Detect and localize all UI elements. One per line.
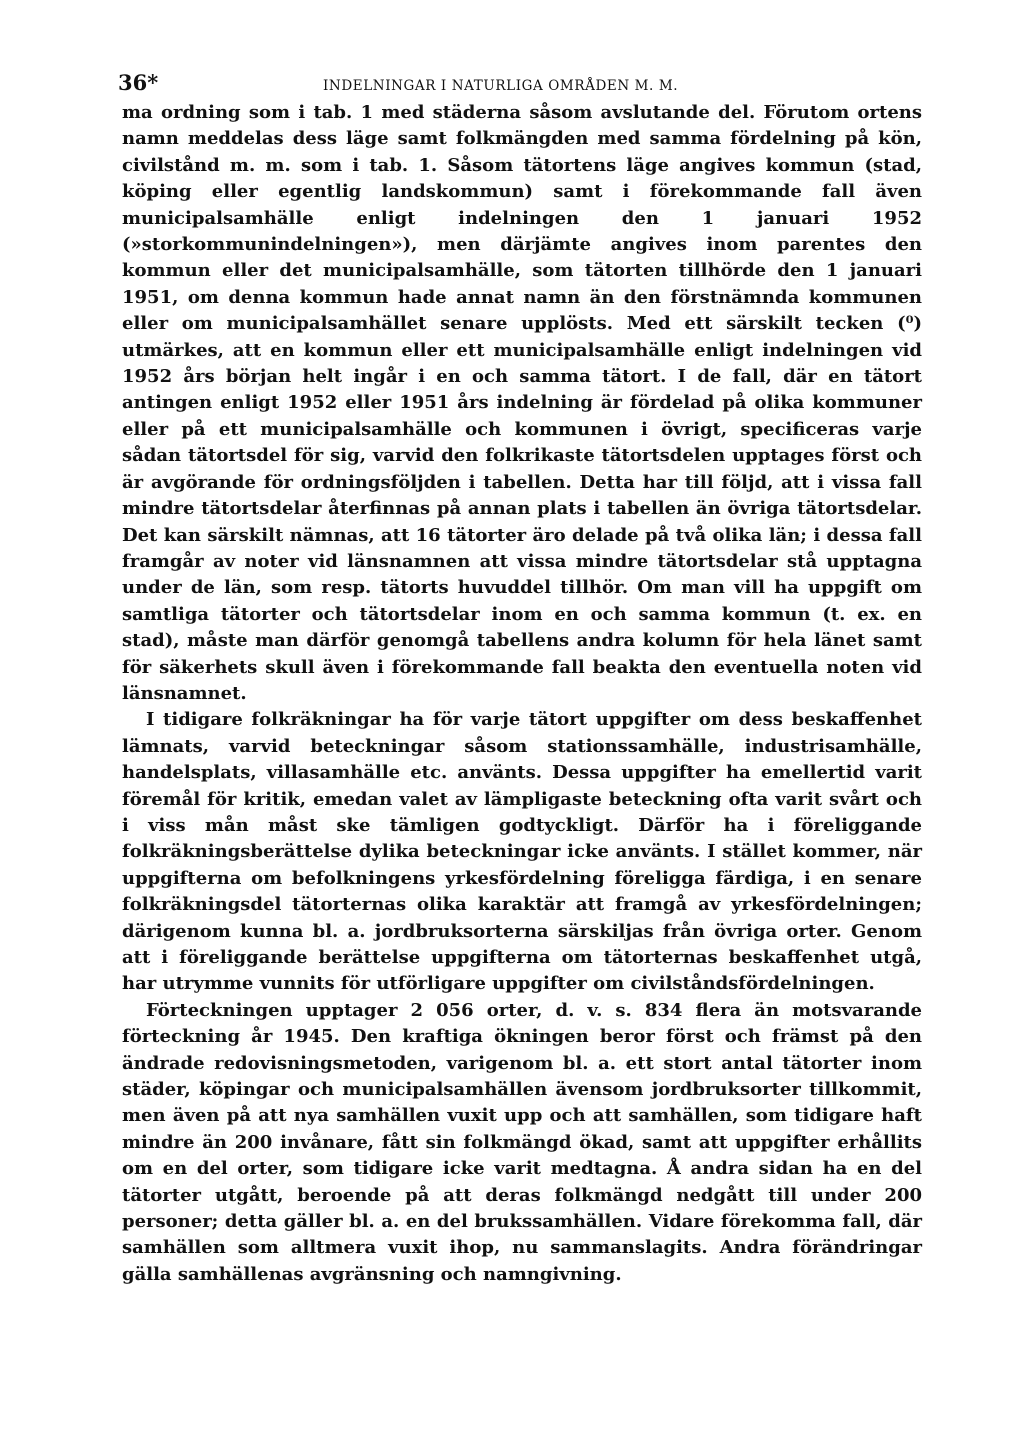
- document-page: [118, 70, 922, 1288]
- page-number: 36*: [118, 70, 159, 95]
- paragraph-list-count: Förteckningen upptager 2 056 orter, d. v. s. 834 flera än motsvarande förteckning år 1945. Den kraftiga ökningen beror först och främst på den ändrade redovisningsmetoden, varigenom bl. a. ett stort antal tätorter inom städer, köpingar och municipalsamhällen ävensom jordbruksorter tillkommit, men även på att nya samhällen vuxit upp och att samhällen, som tidigare haft mindre än 200 invånare, fått sin folkmängd ökad, samt att uppgifter erhållits om en del orter, som tidigare icke varit medtagna. Å andra sidan ha en del tätorter utgått, beroende på att deras folkmängd nedgått till under 200 personer; detta gäller bl. a. en del brukssamhällen. Vidare förekomma fall, där samhällen som alltmera vuxit ihop, nu sammanslagits. Andra förändringar gälla samhällenas avgränsning och namngivning.: [122, 999, 922, 1285]
- body-text: [122, 100, 922, 1288]
- paragraph-earlier-censuses: I tidigare folkräkningar ha för varje tätort uppgifter om dess beskaffenhet lämnats, varvid beteckningar såsom stationssamhälle, industrisamhälle, handelsplats, villasamhälle etc. använts. Dessa uppgifter ha emellertid varit föremål för kritik, emedan valet av lämpligaste beteckning ofta varit svårt och i viss mån måst ske tämligen godtyckligt. Därför ha i föreliggande folkräkningsberättelse dylika beteckningar icke använts. I stället kommer, när uppgifterna om befolkningens yrkesfördelning föreligga färdiga, i en senare folkräkningsdel tätorternas olika karaktär att framgå av yrkesfördelningen; därigenom kunna bl. a. jordbruksorterna särskiljas från övriga orter. Genom att i föreliggande berättelse uppgifterna om tätorternas beskaffenhet utgå, har utrymme vunnits för utförligare uppgifter om civilståndsfördelningen.: [122, 709, 922, 995]
- running-title: INDELNINGAR I NATURLIGA OMRÅDEN M. M.: [323, 78, 679, 94]
- running-header: [118, 70, 922, 100]
- paragraph-continuation: ma ordning som i tab. 1 med städerna såsom avslutande del. Förutom ortens namn meddelas dess läge samt folkmängden med samma fördelning på kön, civilstånd m. m. som i tab. 1. Såsom tätortens läge angives kommun (stad, köping eller egentlig landskommun) samt i förekommande fall även municipalsamhälle enligt indelningen den 1 januari 1952 (»storkommunindelningen»), men därjämte angives inom parentes den kommun eller det municipalsamhälle, som tätorten tillhörde den 1 januari 1951, om denna kommun hade annat namn än den förstnämnda kommunen eller om municipalsamhället senare upplösts. Med ett särskilt tecken (⁰) utmärkes, att en kommun eller ett municipalsamhälle enligt indelningen vid 1952 års början helt ingår i en och samma tätort. I de fall, där en tätort antingen enligt 1952 eller 1951 års indelning är fördelad på olika kommuner eller på ett municipalsamhälle och kommunen i övrigt, specificeras varje sådan tätortsdel för sig, varvid den folkrikaste tätortsdelen upptages först och är avgörande för ordningsföljden i tabellen. Detta har till följd, att i vissa fall mindre tätortsdelar återfinnas på annan plats i tabellen än övriga tätortsdelar. Det kan särskilt nämnas, att 16 tätorter äro delade på två olika län; i dessa fall framgår av noter vid länsnamnen att vissa mindre tätortsdelar stå upptagna under de län, som resp. tätorts huvuddel tillhör. Om man vill ha uppgift om samtliga tätorter och tätortsdelar inom en och samma kommun (t. ex. en stad), måste man därför genomgå tabellens andra kolumn för hela länet samt för säkerhets skull även i förekommande fall beakta den eventuella noten vid länsnamnet.: [122, 102, 922, 704]
